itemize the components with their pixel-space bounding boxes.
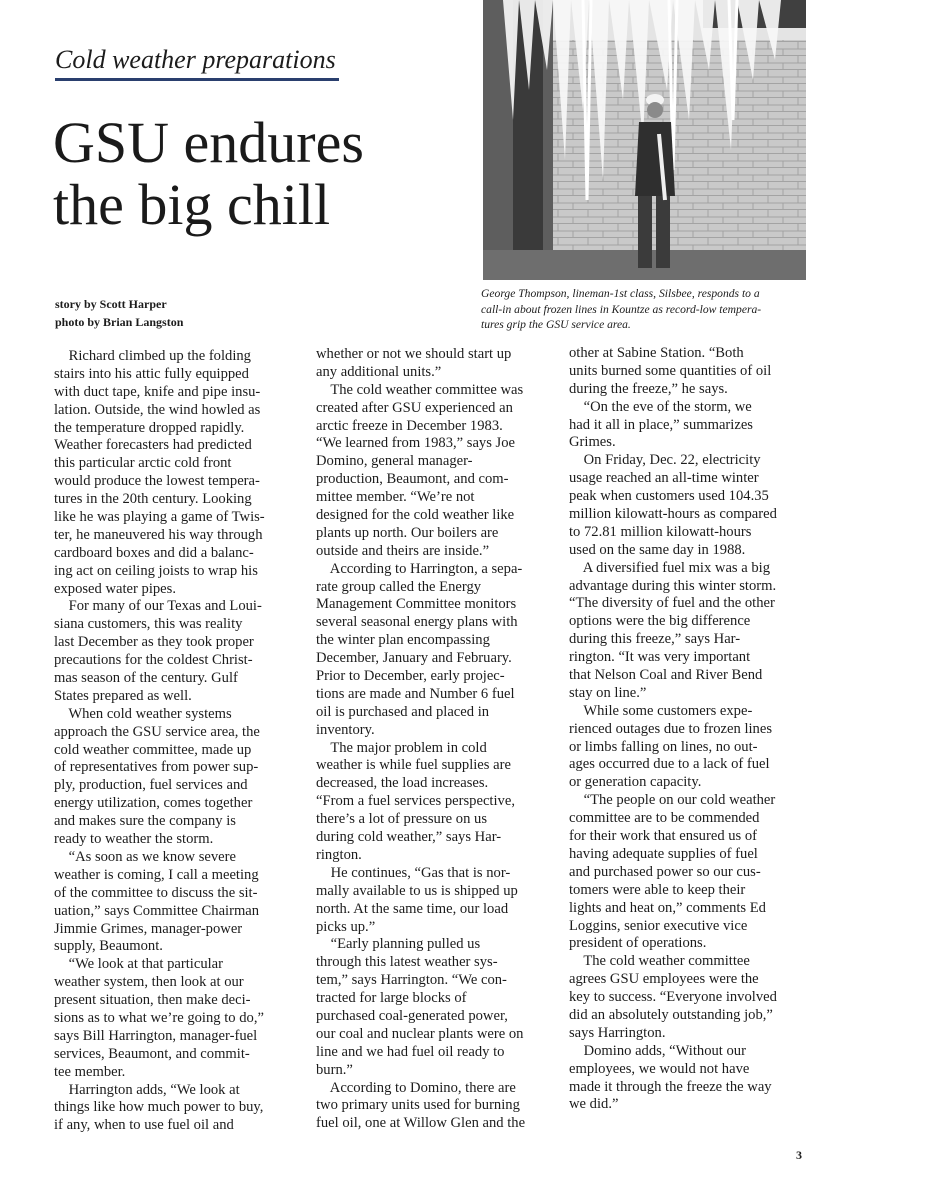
text-line: tem,” says Harrington. “We con- (316, 972, 507, 989)
text-line: stairs into his attic fully equipped (54, 365, 249, 382)
text-line: would produce the lowest tempera- (54, 473, 260, 490)
text-line: things like how much power to buy, (54, 1099, 264, 1116)
text-line: decreased, the load increases. (316, 775, 489, 792)
text-line: says Bill Harrington, manager-fuel (54, 1027, 258, 1044)
text-line: designed for the cold weather like (316, 507, 515, 524)
text-line: arctic freeze in December 1983. (316, 417, 503, 434)
text-line: weather is while fuel supplies are (316, 757, 511, 774)
text-line: through this latest weather sys- (316, 954, 498, 971)
text-line: plants up north. Our boilers are (316, 524, 499, 541)
text-line: “As soon as we know severe (54, 848, 236, 865)
text-line: “We learned from 1983,” says Joe (316, 435, 516, 452)
text-line: Weather forecasters had predicted (54, 437, 252, 454)
text-line: Prior to December, early projec- (316, 668, 505, 685)
text-line: fuel oil, one at Willow Glen and the (316, 1115, 526, 1132)
text-line: “On the eve of the storm, we (569, 398, 752, 415)
text-line: cardboard boxes and did a balanc- (54, 544, 254, 561)
text-line: tions are made and Number 6 fuel (316, 685, 515, 702)
text-line: mas season of the century. Gulf (54, 670, 238, 687)
text-line: or generation capacity. (569, 774, 702, 791)
text-line: this particular arctic cold front (54, 455, 232, 472)
text-line: weather system, then look at our (54, 974, 244, 991)
text-line: Harrington adds, “We look at (54, 1081, 240, 1098)
text-line: Richard climbed up the folding (54, 348, 251, 364)
text-line: tures in the 20th century. Looking (54, 491, 252, 508)
text-line: north. At the same time, our load (316, 900, 509, 917)
text-line: lights and heat on,” comments Ed (569, 899, 766, 916)
byline (55, 295, 315, 331)
text-line: tomers were able to keep their (569, 881, 746, 898)
text-line: ing act on ceiling joists to wrap his (54, 562, 258, 579)
lineman-icicles-photo (483, 0, 806, 280)
photo-caption (481, 286, 811, 333)
text-line: and purchased power so our cus- (569, 863, 761, 880)
text-line: precautions for the coldest Christ- (54, 652, 253, 669)
text-line: we did.” (569, 1096, 619, 1113)
text-line: stay on line.” (569, 684, 647, 701)
text-line: the temperature dropped rapidly. (54, 419, 245, 436)
text-line: last December as they took proper (54, 634, 254, 651)
text-line: supply, Beaumont. (54, 938, 163, 955)
text-line: rington. “It was very important (569, 649, 751, 666)
text-line: ages occurred due to a lack of fuel (569, 756, 770, 773)
text-line: Domino adds, “Without our (569, 1042, 746, 1059)
text-line: the winter plan encompassing (316, 632, 490, 649)
text-line: When cold weather systems (54, 705, 232, 722)
text-line: units burned some quantities of oil (569, 362, 772, 379)
article-column-1 (54, 348, 294, 1135)
photo-illustration (483, 0, 806, 280)
text-line: says Harrington. (569, 1024, 666, 1041)
text-line: million kilowatt-hours as compared (569, 506, 777, 523)
text-line: used on the same day in 1988. (569, 541, 746, 558)
text-line: oil is purchased and placed in (316, 703, 490, 720)
text-line: usage reached an all-time winter (569, 470, 759, 487)
text-line: two primary units used for burning (316, 1097, 520, 1114)
text-line: The cold weather committee was (316, 381, 524, 398)
text-line: had it all in place,” summarizes (569, 416, 753, 433)
text-line: several seasonal energy plans with (316, 614, 518, 631)
text-line: burn.” (316, 1061, 353, 1078)
text-line: of representatives from power sup- (54, 759, 259, 776)
text-line: cold weather committee, made up (54, 741, 252, 758)
text-line: other at Sabine Station. “Both (569, 345, 744, 361)
text-line: purchased coal-generated power, (316, 1007, 508, 1024)
text-line: ter, he maneuvered his way through (54, 526, 263, 543)
text-line: tracted for large blocks of (316, 990, 467, 1007)
text-line: On Friday, Dec. 22, electricity (569, 452, 761, 469)
text-line: during this freeze,” says Har- (569, 631, 741, 648)
text-line: any additional units.” (316, 363, 442, 380)
text-line: options were the big difference (569, 613, 751, 630)
text-line: tee member. (54, 1063, 126, 1080)
text-line: during cold weather,” says Har- (316, 829, 502, 846)
text-line: weather is coming, I call a meeting (54, 866, 259, 883)
text-line: rate group called the Energy (316, 578, 482, 595)
text-line: lation. Outside, the wind howled as (54, 401, 261, 418)
text-line: key to success. “Everyone involved (569, 989, 777, 1006)
text-line: mally available to us is shipped up (316, 882, 518, 899)
text-line: “The diversity of fuel and the other (569, 595, 775, 612)
text-line: that Nelson Coal and River Bend (569, 667, 763, 684)
text-line: According to Harrington, a sepa- (316, 560, 523, 577)
text-line: advantage during this winter storm. (569, 577, 777, 594)
text-line: siana customers, this was reality (54, 616, 243, 633)
text-line: services, Beaumont, and commit- (54, 1045, 250, 1062)
section-kicker: Cold weather preparations (55, 44, 339, 81)
text-line: States prepared as well. (54, 687, 192, 704)
text-line: our coal and nuclear plants were on (316, 1025, 524, 1042)
text-line: December, January and February. (316, 650, 512, 667)
byline-story: story by Scott Harper (55, 297, 167, 311)
text-line: for their work that ensured us of (569, 828, 758, 845)
text-line: there’s a lot of pressure on us (316, 811, 488, 828)
text-line: inventory. (316, 721, 375, 738)
text-line: like he was playing a game of Twis- (54, 509, 265, 526)
text-line: energy utilization, comes together (54, 795, 253, 812)
text-line: having adequate supplies of fuel (569, 845, 758, 862)
text-line: rienced outages due to frozen lines (569, 720, 773, 737)
text-line: uation,” says Committee Chairman (54, 902, 260, 919)
text-line: rington. (316, 846, 362, 863)
page-number: 3 (796, 1148, 802, 1162)
text-line: “The people on our cold weather (569, 792, 776, 809)
caption-line: tures grip the GSU service area. (481, 318, 631, 331)
text-line: present situation, then make deci- (54, 992, 251, 1009)
text-line: production, Beaumont, and com- (316, 471, 509, 488)
text-line: He continues, “Gas that is nor- (316, 864, 511, 881)
text-line: picks up.” (316, 918, 376, 935)
text-line: with duct tape, knife and pipe insu- (54, 383, 261, 400)
text-line: outside and theirs are inside.” (316, 542, 490, 559)
text-line: sions as to what we’re going to do,” (54, 1009, 264, 1026)
byline-photo: photo by Brian Langston (55, 315, 184, 329)
headline-line: the big chill (53, 172, 331, 237)
text-line: ready to weather the storm. (54, 831, 214, 848)
text-line: agrees GSU employees were the (569, 971, 759, 988)
text-line: approach the GSU service area, the (54, 723, 260, 740)
text-line: “Early planning pulled us (316, 936, 481, 953)
text-line: Jimmie Grimes, manager-power (54, 920, 243, 937)
text-line: if any, when to use fuel oil and (54, 1117, 234, 1134)
text-line: whether or not we should start up (316, 346, 512, 362)
text-line: of the committee to discuss the sit- (54, 884, 258, 901)
text-line: did an absolutely outstanding job,” (569, 1006, 773, 1023)
text-line: created after GSU experienced an (316, 399, 513, 416)
text-line: peak when customers used 104.35 (569, 488, 769, 505)
text-line: For many of our Texas and Loui- (54, 598, 262, 615)
caption-line: George Thompson, lineman-1st class, Silsbee, responds to a (481, 287, 760, 300)
text-line: line and we had fuel oil ready to (316, 1043, 505, 1060)
text-line: mittee member. “We’re not (316, 489, 475, 506)
text-line: According to Domino, there are (316, 1079, 516, 1096)
text-line: Loggins, senior executive vice (569, 917, 748, 934)
text-line: ply, production, fuel services and (54, 777, 248, 794)
text-line: exposed water pipes. (54, 580, 176, 597)
article-column-2 (316, 346, 556, 1133)
text-line: While some customers expe- (569, 702, 753, 719)
text-line: The major problem in cold (316, 739, 487, 756)
text-line: during the freeze,” he says. (569, 380, 728, 397)
headline (53, 112, 473, 236)
text-line: “We look at that particular (54, 956, 224, 973)
text-line: Grimes. (569, 434, 616, 451)
text-line: made it through the freeze the way (569, 1078, 772, 1095)
text-line: “From a fuel services perspective, (316, 793, 515, 810)
text-line: employees, we would not have (569, 1060, 750, 1077)
text-line: or limbs falling on lines, no out- (569, 738, 758, 755)
headline-line: GSU endures (53, 110, 364, 175)
text-line: committee are to be commended (569, 810, 760, 827)
text-line: Management Committee monitors (316, 596, 517, 613)
article-column-3 (569, 345, 809, 1114)
text-line: Domino, general manager- (316, 453, 473, 470)
text-line: to 72.81 million kilowatt-hours (569, 523, 752, 540)
text-line: A diversified fuel mix was a big (569, 559, 771, 576)
text-line: president of operations. (569, 935, 707, 952)
caption-line: call-in about frozen lines in Kountze as record-low tempera- (481, 302, 762, 316)
text-line: The cold weather committee (569, 953, 750, 970)
text-line: and makes sure the company is (54, 813, 236, 830)
